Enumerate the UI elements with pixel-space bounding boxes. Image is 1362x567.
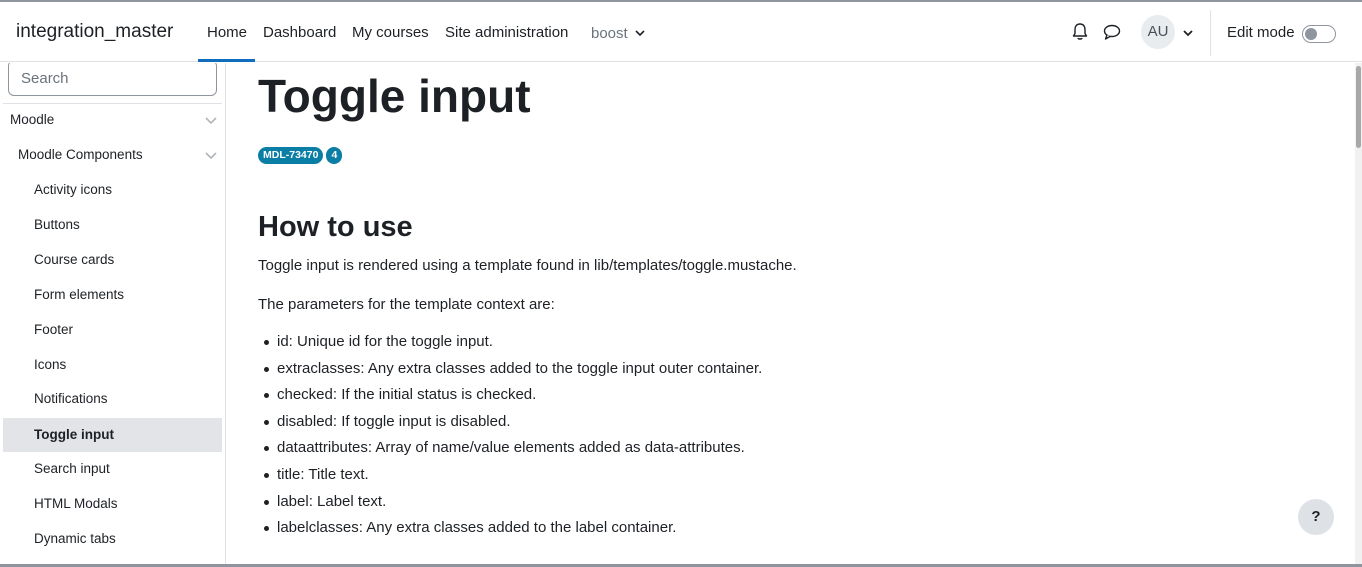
section-heading: How to use	[258, 211, 413, 243]
sidebar-item-notifications[interactable]	[3, 382, 222, 416]
nav-more-menu[interactable]	[591, 24, 645, 42]
toggle-knob	[1305, 28, 1317, 40]
sidebar-item-label: Search input	[34, 461, 110, 476]
list-item: labelclasses: Any extra classes added to the label container.	[277, 519, 762, 546]
list-item: dataattributes: Array of name/value elements added as data-attributes.	[277, 439, 762, 466]
intro-paragraph: Toggle input is rendered using a template found in lib/templates/toggle.mustache.	[258, 257, 797, 274]
navbar	[0, 2, 1362, 62]
navbar-divider	[1210, 10, 1211, 56]
nav-active-indicator	[198, 59, 255, 62]
sidebar-item-label: Buttons	[34, 217, 80, 232]
site-brand[interactable]: integration_master	[16, 21, 174, 42]
chevron-down-icon	[204, 114, 218, 128]
nav-more-label: boost	[591, 25, 628, 42]
chevron-down-icon	[204, 149, 218, 163]
sidebar-item-label: Moodle	[10, 112, 55, 127]
sidebar-item-course-cards[interactable]	[3, 243, 222, 277]
sidebar-item-label: Notifications	[34, 391, 108, 406]
nav-my-courses[interactable]: My courses	[352, 24, 429, 41]
user-menu-chevron-icon[interactable]	[1181, 26, 1195, 40]
sidebar-item-label: Footer	[34, 322, 74, 337]
bell-icon[interactable]	[1070, 22, 1092, 44]
tracker-badge[interactable]: MDL-73470	[258, 147, 323, 164]
sidebar-item-buttons[interactable]	[3, 208, 222, 242]
sidebar-item-search-input[interactable]	[3, 452, 222, 486]
message-icon[interactable]	[1102, 22, 1124, 44]
sidebar-item-label: Activity icons	[34, 182, 113, 197]
sidebar-item-html-modals[interactable]	[3, 487, 222, 521]
list-item: checked: If the initial status is checked.	[277, 386, 762, 413]
sidebar-search-input[interactable]	[8, 63, 217, 96]
nav-dashboard[interactable]: Dashboard	[263, 24, 337, 41]
course-index-sidebar	[0, 63, 226, 565]
sidebar-item-activity-icons[interactable]	[3, 173, 222, 207]
edit-mode-label: Edit mode	[1227, 24, 1295, 41]
sidebar-item-label: Course cards	[34, 252, 115, 267]
params-list	[277, 333, 762, 546]
sidebar-item-label: Moodle Components	[18, 147, 143, 162]
list-item: disabled: If toggle input is disabled.	[277, 413, 762, 440]
list-item: id: Unique id for the toggle input.	[277, 333, 762, 360]
sidebar-item-footer[interactable]	[3, 313, 222, 347]
sidebar-item-label: Dynamic tabs	[34, 531, 116, 546]
avatar[interactable]: AU	[1141, 15, 1175, 49]
list-item: label: Label text.	[277, 493, 762, 520]
sidebar-item-dynamic-tabs[interactable]	[3, 522, 222, 556]
sidebar-item-label: Form elements	[34, 287, 125, 302]
sidebar-item-icons[interactable]	[3, 348, 222, 382]
sidebar-item-moodle[interactable]	[3, 103, 222, 137]
sidebar-item-moodle-components[interactable]	[3, 138, 222, 172]
version-badge[interactable]: 4	[326, 147, 342, 164]
help-button[interactable]: ?	[1298, 499, 1334, 535]
sidebar-item-label: HTML Modals	[34, 496, 118, 511]
page-title: Toggle input	[258, 70, 531, 122]
sidebar-item-toggle-input[interactable]	[3, 418, 222, 452]
sidebar-item-form-elements[interactable]	[3, 278, 222, 312]
list-item: extraclasses: Any extra classes added to the toggle input outer container.	[277, 360, 762, 387]
sidebar-item-label: Icons	[34, 357, 67, 372]
params-intro-paragraph: The parameters for the template context are:	[258, 296, 555, 313]
nav-site-administration[interactable]: Site administration	[445, 24, 569, 41]
sidebar-item-label: Toggle input	[34, 427, 114, 442]
nav-home[interactable]: Home	[207, 24, 248, 41]
scrollbar-thumb[interactable]	[1356, 66, 1361, 148]
list-item: title: Title text.	[277, 466, 762, 493]
edit-mode-toggle[interactable]	[1302, 25, 1336, 43]
chevron-down-icon	[635, 24, 645, 41]
badge-group	[258, 145, 345, 164]
